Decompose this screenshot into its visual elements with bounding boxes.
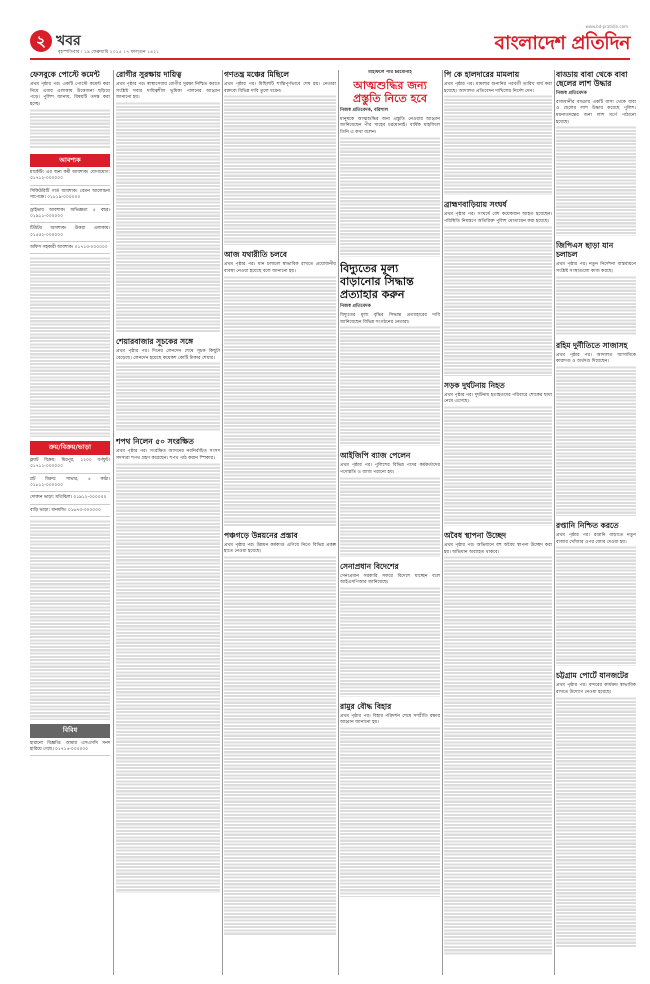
kicker: মাহফিলে পীর চরমোনাই (368, 70, 412, 75)
article-body: প্রথম পৃষ্ঠার পর। বন্দরের কার্যক্রম স্বাভাবিক রাখতে উদ্যোগ নেওয়া হয়েছে। (556, 683, 636, 695)
article-body: প্রথম পৃষ্ঠার পর। উন্নয়ন কর্মকাণ্ড এগিয়ে নিতে বিভিন্ন প্রকল্প হাতে নেওয়া হয়েছে। (224, 542, 336, 555)
article (444, 531, 552, 956)
headline: ব্রাহ্মণবাড়িয়ায় সংঘর্ষ (444, 200, 507, 210)
headline: সড়ক দুর্ঘটনায় নিহত (444, 380, 505, 390)
column-3 (224, 70, 336, 970)
headline: পি কে হালদারের মামলায় (444, 70, 520, 79)
text-block (444, 406, 552, 526)
article (444, 381, 552, 526)
article-body: সেনাপ্রধান সরকারি সফরে বিদেশে যাচ্ছেন বলে আইএসপিআর জানিয়েছে। (340, 573, 440, 586)
column-divider (338, 70, 339, 975)
article-body: বিদ্যুতের মূল্য বৃদ্ধির সিদ্ধান্ত প্রত্যাহারের দাবি জানিয়েছেন বিভিন্ন সংগঠনের নেতারা। (340, 312, 440, 325)
headline: অবৈধ স্থাপনা উচ্ছেদ (444, 530, 507, 540)
dateline: বৃহস্পতিবার । ১৯ ফেব্রুয়ারি ২০১৫ । ৭ ফাল্গুন ১৪২১ (58, 50, 160, 55)
article (556, 341, 636, 516)
byline: নিজস্ব প্রতিবেদক (556, 91, 587, 96)
text-block (224, 556, 336, 936)
text-block (340, 727, 440, 897)
text-block (556, 697, 636, 947)
headline: গণতন্ত্র মঞ্চের মিছিলে (224, 70, 289, 79)
column-divider (222, 70, 223, 975)
article (340, 70, 440, 257)
headline: রপ্তানি নিশ্চিত করতে (556, 520, 619, 530)
article-body: প্রথম পৃষ্ঠার পর। পুলিশের বিভিন্ন পদের কর্মকর্তাদের পদোন্নতি ও ব্যাজ পরানো হয়। (340, 463, 440, 475)
classified-ad: মার্কেটিং এর জন্য কর্মী আবশ্যক। যোগাযোগ: ০১৭১২-০০০০০০ (30, 170, 110, 186)
headline: আত্মশুদ্ধির জন্য প্রস্তুতি নিতে হবে (353, 78, 427, 105)
text-block (340, 477, 440, 557)
column-5 (444, 70, 552, 970)
article (116, 70, 220, 332)
article (116, 437, 220, 892)
classified-ad: ফ্ল্যাট বিক্রয়: মিরপুর, ১২০০ বর্গফুট। ০১৭১১-০০০০০০ (30, 458, 110, 474)
masthead-logo (480, 24, 630, 56)
classified-ad: প্লট বিক্রয়: সাভার, ৫ কাঠা। ০১৮১২-০০০০০০ (30, 477, 110, 493)
article (556, 671, 636, 946)
column-2 (116, 70, 220, 970)
column-divider (442, 70, 443, 975)
logo-text: বাংলাদেশ প্রতিদিন (494, 32, 630, 54)
text-block (340, 587, 440, 697)
column-divider (113, 70, 114, 975)
classified-header: বিবিধ (30, 724, 110, 737)
article (340, 262, 440, 447)
headline: রহিম দুর্নীতিতে সাজাসহ (556, 340, 628, 350)
article-body: প্রথম পৃষ্ঠার পর। মামলার শুনানির পরবর্তী তারিখ ধার্য করা হয়েছে। আদালত প্রতিবেদন দাখিলের নির্দেশ দেন। (444, 82, 552, 94)
text-block (444, 95, 552, 195)
classified-ad: অফিস সহকারী আবশ্যক। ০১৭১৩-০০০০০০ (30, 245, 110, 254)
article (444, 200, 552, 375)
headline: বিদ্যুতের মূল্য বাড়ানোর সিদ্ধান্ত প্রত্যাহার করুন (340, 261, 414, 302)
headline: জিপিএস ছাড়া যান চলাচল (556, 241, 614, 260)
article (30, 70, 110, 149)
site-url: www.bd-pratidin.com (585, 24, 628, 29)
page-number: ২ (30, 30, 52, 52)
section-title: খবর (56, 33, 81, 49)
article-body: প্রথম পৃষ্ঠার পর। রপ্তানি বাড়াতে নতুন বাজার খোঁজার ওপর জোর দেওয়া হয়। (556, 532, 636, 545)
article (444, 70, 552, 195)
article-body: প্রথম পৃষ্ঠার পর। একটি পোস্টে কমেন্ট করা নিয়ে এবার এলাকায় উত্তেজনা ছড়িয়ে পড়ে। পুলিশ জানায়, বিষয়টি তদন্ত করা হচ্ছে। (30, 82, 110, 107)
text-block (224, 276, 336, 526)
article (556, 521, 636, 666)
headline: আইজিপি ব্যাজ পেলেন (340, 451, 411, 461)
classified-ad: ড্রাইভার আবশ্যক। অভিজ্ঞতা ৫ বছর। ০১৯১১-০০০০০০ (30, 208, 110, 224)
article (340, 702, 440, 897)
article-body: প্রথম পৃষ্ঠার পর। সংরক্ষিত আসনের নবনির্বাচিত সংসদ সদস্যরা শপথ গ্রহণ করেছেন। শপথ পাঠ করান স্পিকার। (116, 449, 220, 461)
headline: পঞ্চগড়ে উন্নয়নের প্রস্তাব (224, 530, 298, 540)
article-body: প্রথম পৃষ্ঠার পর। মিছিলটি শান্তিপূর্ণভাবে শেষ হয়। নেতারা বক্তব্যে বিভিন্ন দাবি তুলে ধরেন। (224, 82, 336, 94)
text-block (340, 137, 440, 257)
article (556, 70, 636, 236)
column-divider (554, 70, 555, 975)
article (224, 250, 336, 525)
article-body: প্রথম পৃষ্ঠার পর। আদালত আসামিকে কারাদণ্ড ও অর্থদণ্ড দিয়েছেন। (556, 352, 636, 365)
classified-ad: সিকিউরিটি গার্ড আবশ্যক। বেতন আলোচনা সাপেক্ষে। ০১৮১৯-০০০০০০ (30, 189, 110, 205)
text-block (224, 95, 336, 245)
classified-ad: হারানো বিজ্ঞপ্তি: আমার এসএসসি সনদ হারিয়ে গেছে। ০১৭১৫-০০০০০০ (30, 741, 110, 757)
classified-header: আবশ্যক (30, 154, 110, 167)
article-body: প্রথম পৃষ্ঠার পর। সংঘর্ষে বেশ কয়েকজন আহত হয়েছেন। পরিস্থিতি নিয়ন্ত্রণে অতিরিক্ত পুলিশ মোতায়েন করা হয়েছে। (444, 212, 552, 224)
headline: রোগীর সুরক্ষায় দায়িত্ব (116, 70, 182, 79)
classified-ad: দোকান ভাড়া: মতিঝিল। ০১৯১২-০০০০০০ (30, 495, 110, 504)
headline: আজ যথারীতি চলবে (224, 250, 287, 260)
article-body: মানুষকে আত্মশুদ্ধির জন্য প্রস্তুতি নেওয়ার আহ্বান জানিয়েছেন পীর সাহেব চরমোনাই। বার্ষিক মাহফিলে তিনি এ কথা বলেন। (340, 116, 440, 135)
article-body: প্রথম পৃষ্ঠার পর। দুর্ঘটনায় হতাহতদের পরিবারে শোকের ছায়া নেমে এসেছে। (444, 392, 552, 405)
classified-ad: বাড়ি ভাড়া: ধানমন্ডি। ০১৬৭৩-০০০০০০ (30, 508, 110, 517)
text-block (556, 276, 636, 336)
headline: রামুর বৌদ্ধ বিহার (340, 701, 392, 711)
article (556, 241, 636, 335)
headline: শপথ নিলেন ৫০ সংরক্ষিত (116, 437, 194, 447)
text-block (556, 546, 636, 666)
headline: চট্টগ্রাম পোর্টে যানজটের (556, 671, 629, 681)
byline: নিজস্ব প্রতিবেদক, বরিশাল (340, 108, 388, 114)
column-4 (340, 70, 440, 970)
article-body: প্রথম পৃষ্ঠার পর। নতুন নির্দেশনা বাস্তবায়নে সংশ্লিষ্ট সংস্থাগুলো কাজ করছে। (556, 262, 636, 274)
text-block (116, 102, 220, 332)
text-block (30, 257, 110, 437)
text-block (444, 556, 552, 956)
text-block (340, 326, 440, 446)
article (224, 70, 336, 245)
classified-ad: টিউটর আবশ্যক। উত্তরা এলাকায়। ০১৫৫২-০০০০০০ (30, 226, 110, 242)
header-rule (30, 58, 630, 60)
article-body: প্রথম পৃষ্ঠার পর। দিনের লেনদেন শেষে সূচক কিছুটা বেড়েছে। লেনদেন হয়েছে কয়েকশ কোটি টাকার শেয়ার। (116, 348, 220, 361)
article-body: প্রথম পৃষ্ঠার পর। অভিযানে বহু অবৈধ স্থাপনা উচ্ছেদ করা হয়। অভিযান অব্যাহত থাকবে। (444, 542, 552, 555)
text-block (556, 126, 636, 236)
article (340, 451, 440, 556)
column-1 (30, 70, 110, 970)
column-6 (556, 70, 636, 970)
classified-header: ক্রয়/বিক্রয়/ভাড়া (30, 441, 110, 454)
headline: শেয়ারবাজার সূচকের সঙ্গে (116, 336, 194, 346)
text-block (444, 226, 552, 376)
text-block (30, 109, 110, 149)
headline: ফেসবুকে পোস্টে কমেন্ট (30, 70, 100, 79)
byline: নিজস্ব প্রতিবেদক (340, 304, 371, 310)
text-block (116, 463, 220, 893)
headline: সেনাপ্রধান বিদেশের (340, 561, 399, 571)
text-block (556, 366, 636, 516)
text-block (30, 520, 110, 720)
article-body: প্রথম পৃষ্ঠার পর। স্বাস্থ্যসেবায় রোগীর সুরক্ষা নিশ্চিত করতে সংশ্লিষ্ট সবার দায়িত্বশীল ভূমিকা পালনের আহ্বান জানানো হয়। (116, 82, 220, 101)
article-body: প্রথম পৃষ্ঠার পর। যান চলাচল স্বাভাবিক রাখতে প্রয়োজনীয় ব্যবস্থা নেওয়া হয়েছে বলে জানানো হয়। (224, 262, 336, 274)
article (224, 531, 336, 936)
article-body: রাজধানীর বাড্ডায় একটি বাসা থেকে বাবা ও ছেলের লাশ উদ্ধার করেছে পুলিশ। ময়নাতদন্তের জন্য লাশ মর্গে পাঠানো হয়েছে। (556, 99, 636, 125)
article (340, 562, 440, 697)
article-body: প্রথম পৃষ্ঠার পর। বিহার পরিদর্শন শেষে সম্প্রীতি রক্ষার আহ্বান জানানো হয়। (340, 713, 440, 726)
headline: বাড্ডায় বাবা থেকে বাবা ছেলের লাশ উদ্ধার (556, 70, 628, 88)
page-header (30, 24, 630, 58)
text-block (116, 362, 220, 432)
article (116, 337, 220, 432)
